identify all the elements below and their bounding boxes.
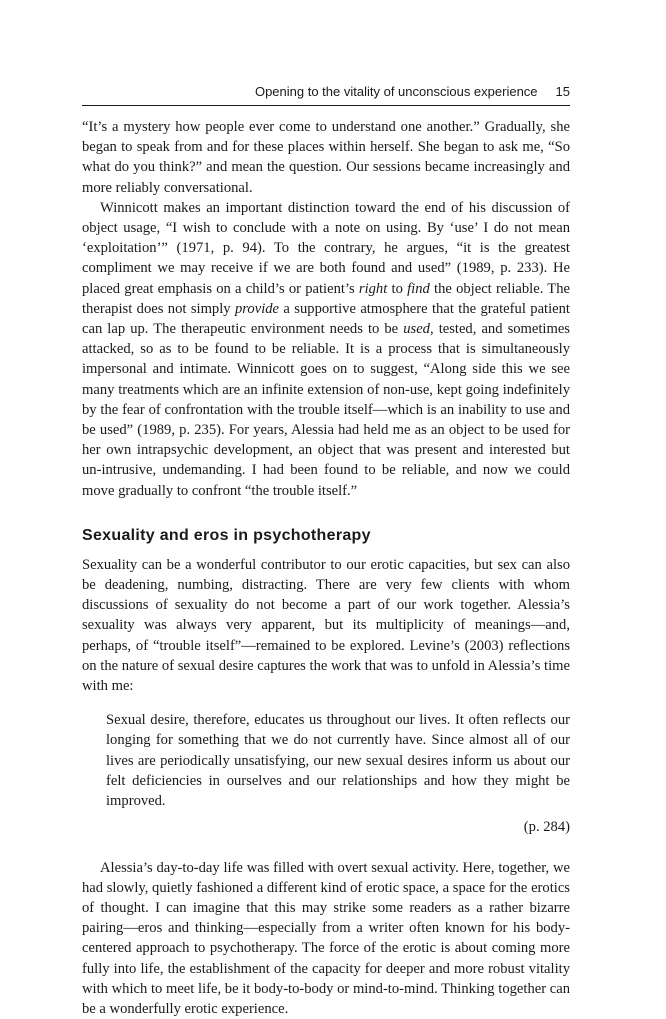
paragraph-3: Sexuality can be a wonderful contributor to our erotic capacities, but sex can also be deadening, numbing, distracting. There are very few clients with whom discussions of sexuality do not become a part of our work together. Alessia’s sexuality was always very apparent, but its multiplicity of meanings—and, perhaps, of “trouble itself”—remained to be explored. Levine’s (2003) reflections on the nature of sexual desire captures the work that was to unfold in Alessia’s time with me:: [82, 555, 570, 696]
emphasis-find: find: [407, 281, 430, 297]
running-title: Opening to the vitality of unconscious experience: [255, 84, 538, 99]
emphasis-right: right: [359, 281, 387, 297]
page-body: [82, 117, 570, 1019]
page-number: 15: [556, 84, 570, 99]
paragraph-2-text-b: to: [387, 281, 407, 297]
running-head: [82, 84, 570, 99]
quote-citation: (p. 284): [106, 817, 570, 837]
paragraph-2-text-a: Winnicott makes an important distinction toward the end of his discussion of object usage, “I wish to conclude with a note on using. By ‘use’ I do not mean ‘exploitation’” (1971, p. 94). To the contrary, he argues, “it is the greatest compliment we may receive if we are both found and used” (1989, p. 233). He placed great emphasis on a child’s or patient’s: [82, 200, 570, 297]
paragraph-2: [82, 198, 570, 501]
section-heading: Sexuality and eros in psychotherapy: [82, 527, 570, 545]
block-quote-text: Sexual desire, therefore, educates us throughout our lives. It often reflects our longing for something that we do not currently have. Since almost all of our lives are periodically unsatisfying, our new sexual desires inform us about our felt deficiencies in ourselves and our relationships and how they might be improved.: [106, 710, 570, 811]
emphasis-provide: provide: [235, 301, 279, 317]
block-quote: [106, 710, 570, 837]
paragraph-2-text-c: the object reliable. The therapist does not simply: [82, 281, 570, 317]
paragraph-2-text-e: , tested, and sometimes attacked, so as to be found to be reliable. It is a process that is simultaneously impersonal and intimate. Winnicott goes on to suggest, “Along side this we see many treatments which are an infinite extension of non-use, kept going indefinitely by the fear of confrontation with the trouble itself—which is an inability to use and be used” (1989, p. 235). For years, Alessia had held me as an object to be used for her own intrapsychic development, an object that was present and interested but un-intrusive, undemanding. I had been found to be reliable, and now we could move gradually to confront “the trouble itself.”: [82, 321, 570, 499]
header-rule: [82, 105, 570, 106]
emphasis-used: used: [403, 321, 430, 337]
paragraph-4: Alessia’s day-to-day life was filled with overt sexual activity. Here, together, we had slowly, quietly fashioned a different kind of erotic space, a space for the erotics of thought. I can imagine that this may strike some readers as a rather bizarre pairing—eros and thinking—especially from a writer often known for his body-centered approach to psychotherapy. The force of the erotic is about coming more fully into life, the establishment of the capacity for deeper and more robust vitality with which to meet life, be it body-to-body or mind-to-mind. Thinking together can be a wonderfully erotic experience.: [82, 858, 570, 1019]
paragraph-2-text-d: a supportive atmosphere that the grateful patient can lap up. The therapeutic environment needs to be: [82, 301, 570, 337]
paragraph-1: “It’s a mystery how people ever come to understand one another.” Gradually, she began to speak from and for these places within herself. She began to ask me, “So what do you think?” and mean the question. Our sessions became increasingly and more reliably conversational.: [82, 117, 570, 198]
